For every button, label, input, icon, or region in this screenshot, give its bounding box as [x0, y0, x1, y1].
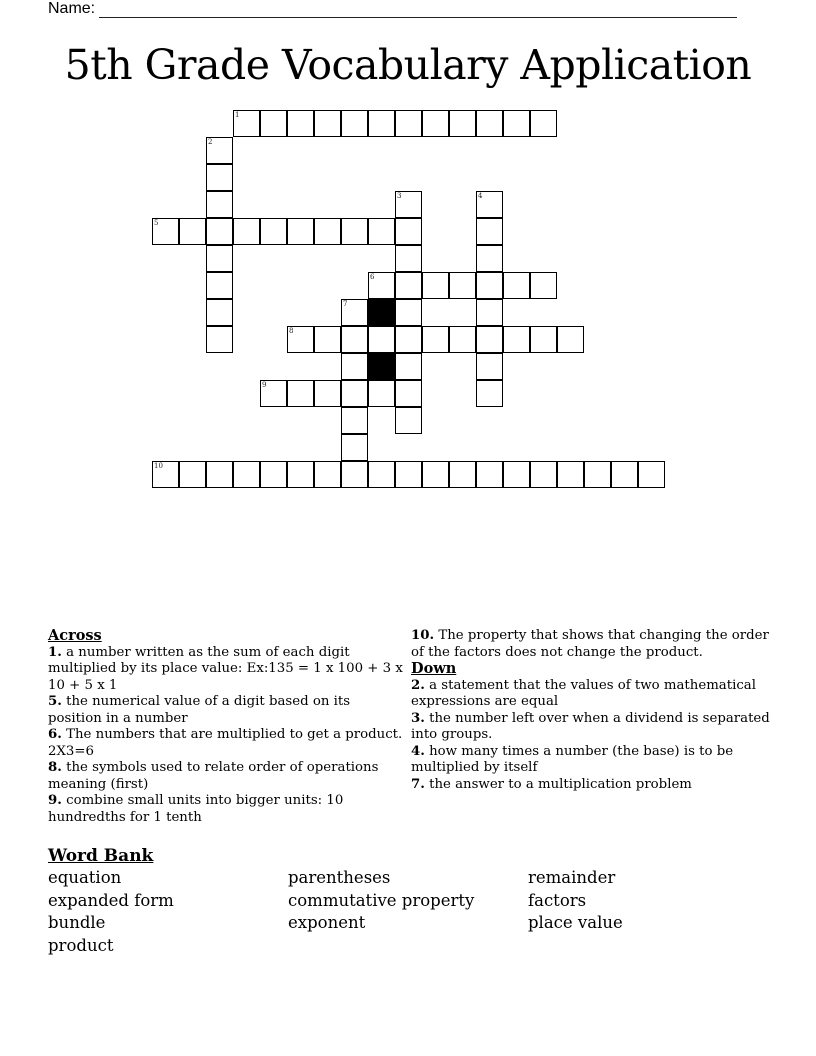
crossword-cell[interactable] — [206, 326, 233, 353]
crossword-cell[interactable] — [476, 299, 503, 326]
crossword-cell[interactable] — [476, 380, 503, 407]
crossword-block — [368, 353, 395, 380]
crossword-cell[interactable] — [341, 380, 368, 407]
clue-text: The property that shows that changing the order of the factors does not change the product. — [411, 628, 769, 660]
crossword-cell[interactable] — [287, 326, 314, 353]
crossword-cell[interactable] — [260, 218, 287, 245]
clue-number: 1. — [48, 644, 62, 660]
clue-number-label: 1 — [235, 111, 240, 119]
crossword-cell[interactable] — [584, 461, 611, 488]
clue-number: 8. — [48, 760, 62, 775]
clue-number-label: 3 — [397, 192, 402, 200]
word-bank-item: bundle — [48, 913, 106, 932]
crossword-cell[interactable] — [530, 272, 557, 299]
crossword-cell[interactable] — [341, 434, 368, 461]
name-label: Name: — [48, 0, 96, 17]
crossword-cell[interactable] — [530, 110, 557, 137]
word-bank-item: factors — [528, 890, 587, 910]
crossword-cell[interactable] — [314, 218, 341, 245]
crossword-cell[interactable] — [422, 110, 449, 137]
word-bank-item: place value — [528, 913, 623, 932]
crossword-cell[interactable] — [206, 245, 233, 272]
crossword-cell[interactable] — [206, 272, 233, 299]
crossword-cell[interactable] — [395, 191, 422, 218]
crossword-cell[interactable] — [341, 326, 368, 353]
crossword-block — [368, 299, 395, 326]
crossword-cell[interactable] — [341, 461, 368, 488]
clue-text: the number left over when a dividend is separated into groups. — [411, 710, 770, 742]
word-bank-list — [48, 867, 768, 957]
clue-text: a number written as the sum of each digit multiplied by its place value: Ex:135 = 1 x 100 + 3 x 10 + 5 x 1 — [48, 644, 403, 693]
crossword-cell[interactable] — [179, 461, 206, 488]
crossword-cell[interactable] — [341, 299, 368, 326]
clue-number: 4. — [411, 743, 425, 759]
clue-across-8 — [48, 760, 408, 793]
across-heading: Across — [48, 627, 102, 644]
crossword-cell[interactable] — [287, 380, 314, 407]
crossword-cell[interactable] — [206, 137, 233, 164]
word-bank-item: equation — [48, 868, 122, 887]
clue-text: the numerical value of a digit based on its position in a number — [48, 694, 351, 726]
crossword-cell[interactable] — [503, 272, 530, 299]
crossword-cell[interactable] — [476, 272, 503, 299]
word-bank-item: parentheses — [288, 868, 391, 887]
crossword-cell[interactable] — [314, 326, 341, 353]
clue-number-label: 10 — [154, 462, 163, 470]
crossword-cell[interactable] — [476, 218, 503, 245]
crossword-cell[interactable] — [395, 245, 422, 272]
clue-text: combine small units into bigger units: 10 hundredths for 1 tenth — [48, 793, 344, 825]
clue-number-label: 5 — [154, 219, 159, 227]
clue-text: the answer to a multiplication problem — [424, 776, 692, 792]
clue-across-1 — [48, 645, 408, 695]
crossword-cell[interactable] — [476, 353, 503, 380]
crossword-cell[interactable] — [422, 326, 449, 353]
crossword-cell[interactable] — [152, 218, 179, 245]
crossword-cell[interactable] — [368, 326, 395, 353]
crossword-cell[interactable] — [287, 110, 314, 137]
clue-number-label: 8 — [289, 327, 294, 335]
crossword-cell[interactable] — [206, 218, 233, 245]
clue-text: The numbers that are multiplied to get a product. 2X3=6 — [48, 727, 403, 759]
crossword-cell[interactable] — [449, 461, 476, 488]
crossword-cell[interactable] — [368, 380, 395, 407]
crossword-cell[interactable] — [422, 272, 449, 299]
crossword-cell[interactable] — [557, 461, 584, 488]
crossword-cell[interactable] — [206, 461, 233, 488]
crossword-cell[interactable] — [395, 218, 422, 245]
word-bank — [48, 846, 768, 957]
crossword-cell[interactable] — [314, 110, 341, 137]
crossword-cell[interactable] — [503, 326, 530, 353]
crossword-cell[interactable] — [422, 461, 449, 488]
clue-across-10 — [411, 628, 771, 661]
down-heading: Down — [411, 660, 457, 677]
clue-number: 2. — [411, 677, 425, 693]
word-bank-title: Word Bank — [48, 846, 154, 866]
crossword-cell[interactable] — [449, 272, 476, 299]
crossword-cell[interactable] — [287, 218, 314, 245]
clue-number: 7. — [411, 776, 425, 792]
crossword-cell[interactable] — [206, 299, 233, 326]
word-bank-item: exponent — [288, 913, 366, 932]
crossword-cell[interactable] — [260, 380, 287, 407]
clue-across-5 — [48, 694, 408, 727]
clue-text: a statement that the values of two mathematical expressions are equal — [411, 677, 756, 709]
crossword-cell[interactable] — [368, 272, 395, 299]
crossword-cell[interactable] — [395, 110, 422, 137]
clue-number: 3. — [411, 710, 425, 726]
crossword-cell[interactable] — [341, 353, 368, 380]
crossword-cell[interactable] — [530, 326, 557, 353]
crossword-cell[interactable] — [368, 110, 395, 137]
crossword-cell[interactable] — [449, 326, 476, 353]
crossword-cell[interactable] — [530, 461, 557, 488]
crossword-cell[interactable] — [314, 461, 341, 488]
crossword-grid — [0, 0, 816, 500]
clue-number-label: 4 — [478, 192, 483, 200]
crossword-cell[interactable] — [476, 191, 503, 218]
word-bank-item: expanded form — [48, 890, 174, 910]
crossword-cell[interactable] — [260, 461, 287, 488]
crossword-cell[interactable] — [611, 461, 638, 488]
crossword-cell[interactable] — [503, 110, 530, 137]
clue-text: the symbols used to relate order of operations meaning (first) — [48, 760, 379, 792]
crossword-cell[interactable] — [287, 461, 314, 488]
crossword-cell[interactable] — [476, 461, 503, 488]
crossword-cell[interactable] — [341, 110, 368, 137]
crossword-cell[interactable] — [503, 461, 530, 488]
clue-number: 9. — [48, 793, 62, 808]
clue-number-label: 6 — [370, 273, 375, 281]
crossword-cell[interactable] — [395, 299, 422, 326]
crossword-cell[interactable] — [476, 326, 503, 353]
crossword-cell[interactable] — [557, 326, 584, 353]
page-title: 5th Grade Vocabulary Application — [64, 41, 752, 89]
clues-right-column — [411, 628, 771, 793]
crossword-cell[interactable] — [206, 164, 233, 191]
clue-across-6 — [48, 727, 408, 760]
crossword-cell[interactable] — [368, 218, 395, 245]
crossword-cell[interactable] — [395, 353, 422, 380]
clue-across-9 — [48, 793, 408, 826]
crossword-cell[interactable] — [395, 407, 422, 434]
clue-number-label: 2 — [208, 138, 213, 146]
clue-text: how many times a number (the base) is to be multiplied by itself — [411, 743, 734, 775]
crossword-cell[interactable] — [179, 218, 206, 245]
crossword-cell[interactable] — [395, 326, 422, 353]
crossword-cell[interactable] — [368, 461, 395, 488]
crossword-cell[interactable] — [476, 245, 503, 272]
word-bank-item: product — [48, 935, 114, 955]
clue-down-2 — [411, 678, 771, 711]
crossword-cell[interactable] — [233, 461, 260, 488]
clue-number-label: 7 — [343, 300, 348, 308]
crossword-cell[interactable] — [260, 110, 287, 137]
crossword-cell[interactable] — [476, 110, 503, 137]
clue-number-label: 9 — [262, 381, 267, 389]
crossword-cell[interactable] — [152, 461, 179, 488]
crossword-cell[interactable] — [638, 461, 665, 488]
crossword-cell[interactable] — [395, 272, 422, 299]
clue-number: 10. — [411, 628, 435, 643]
crossword-cell[interactable] — [341, 407, 368, 434]
crossword-cell[interactable] — [233, 218, 260, 245]
clue-down-4 — [411, 744, 771, 777]
clues-left-column — [48, 628, 408, 826]
crossword-cell[interactable] — [314, 380, 341, 407]
crossword-cell[interactable] — [395, 380, 422, 407]
word-bank-item: remainder — [528, 868, 616, 887]
clue-number: 5. — [48, 694, 62, 709]
clue-down-7 — [411, 777, 771, 794]
crossword-cell[interactable] — [395, 461, 422, 488]
crossword-cell[interactable] — [206, 191, 233, 218]
crossword-cell[interactable] — [449, 110, 476, 137]
crossword-cell[interactable] — [233, 110, 260, 137]
clue-down-3 — [411, 711, 771, 744]
clue-number: 6. — [48, 727, 62, 742]
word-bank-item: commutative property — [288, 890, 475, 910]
crossword-cell[interactable] — [341, 218, 368, 245]
